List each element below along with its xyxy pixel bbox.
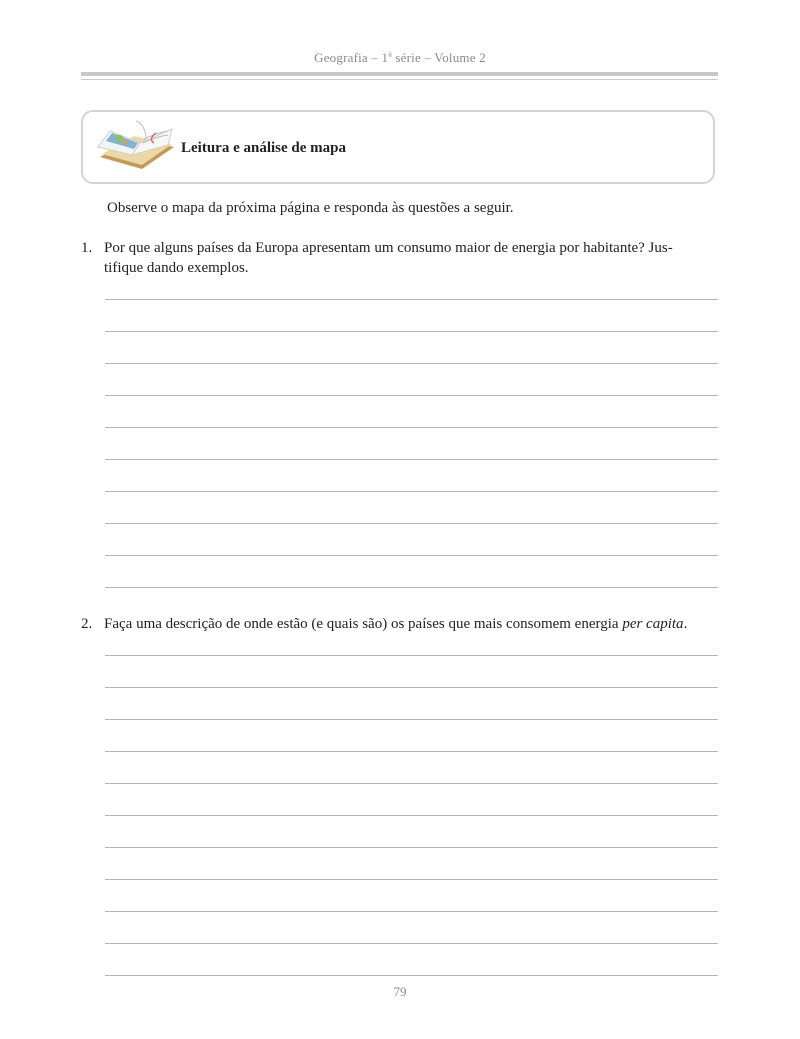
page-number: 79 xyxy=(393,984,407,999)
intro-instruction: Observe o mapa da próxima página e responda às questões a seguir. xyxy=(107,200,514,216)
answer-line[interactable] xyxy=(105,719,718,720)
running-header-grade-superscript: a xyxy=(388,49,392,59)
question-number: 1. xyxy=(81,240,93,256)
answer-line[interactable] xyxy=(105,587,718,588)
answer-line[interactable] xyxy=(105,555,718,556)
answer-line[interactable] xyxy=(105,975,718,976)
running-header-subject: Geografia – 1 xyxy=(314,50,389,65)
answer-line[interactable] xyxy=(105,783,718,784)
question-2 xyxy=(81,614,721,634)
open-book-with-map-icon xyxy=(96,117,178,173)
answer-line[interactable] xyxy=(105,911,718,912)
header-rule-thin xyxy=(81,79,718,80)
answer-line[interactable] xyxy=(105,331,718,332)
running-header-volume: série – Volume 2 xyxy=(391,50,486,65)
answer-line[interactable] xyxy=(105,847,718,848)
question-1 xyxy=(81,238,721,278)
answer-line[interactable] xyxy=(105,395,718,396)
question-text-main: Por que alguns países da Europa apresentam um consumo maior de energia por habitante? Jus- tifique dando exemplos. xyxy=(104,240,673,276)
answer-line[interactable] xyxy=(105,655,718,656)
answer-line[interactable] xyxy=(105,687,718,688)
question-text-italic: per capita xyxy=(622,616,684,632)
header-rule-thick xyxy=(81,72,718,76)
running-header xyxy=(0,50,800,66)
question-text-end: . xyxy=(683,616,688,632)
answer-line[interactable] xyxy=(105,363,718,364)
answer-line[interactable] xyxy=(105,815,718,816)
answer-line[interactable] xyxy=(105,879,718,880)
section-title: Leitura e análise de mapa xyxy=(181,140,346,156)
answer-line[interactable] xyxy=(105,943,718,944)
question-text xyxy=(104,614,720,634)
question-text-main: Faça uma descrição de onde estão (e quais são) os países que mais consomem energia xyxy=(104,616,623,632)
answer-line[interactable] xyxy=(105,523,718,524)
question-text xyxy=(104,238,720,278)
answer-line[interactable] xyxy=(105,427,718,428)
answer-line[interactable] xyxy=(105,299,718,300)
question-number: 2. xyxy=(81,616,93,632)
answer-line[interactable] xyxy=(105,491,718,492)
answer-line[interactable] xyxy=(105,459,718,460)
answer-line[interactable] xyxy=(105,751,718,752)
